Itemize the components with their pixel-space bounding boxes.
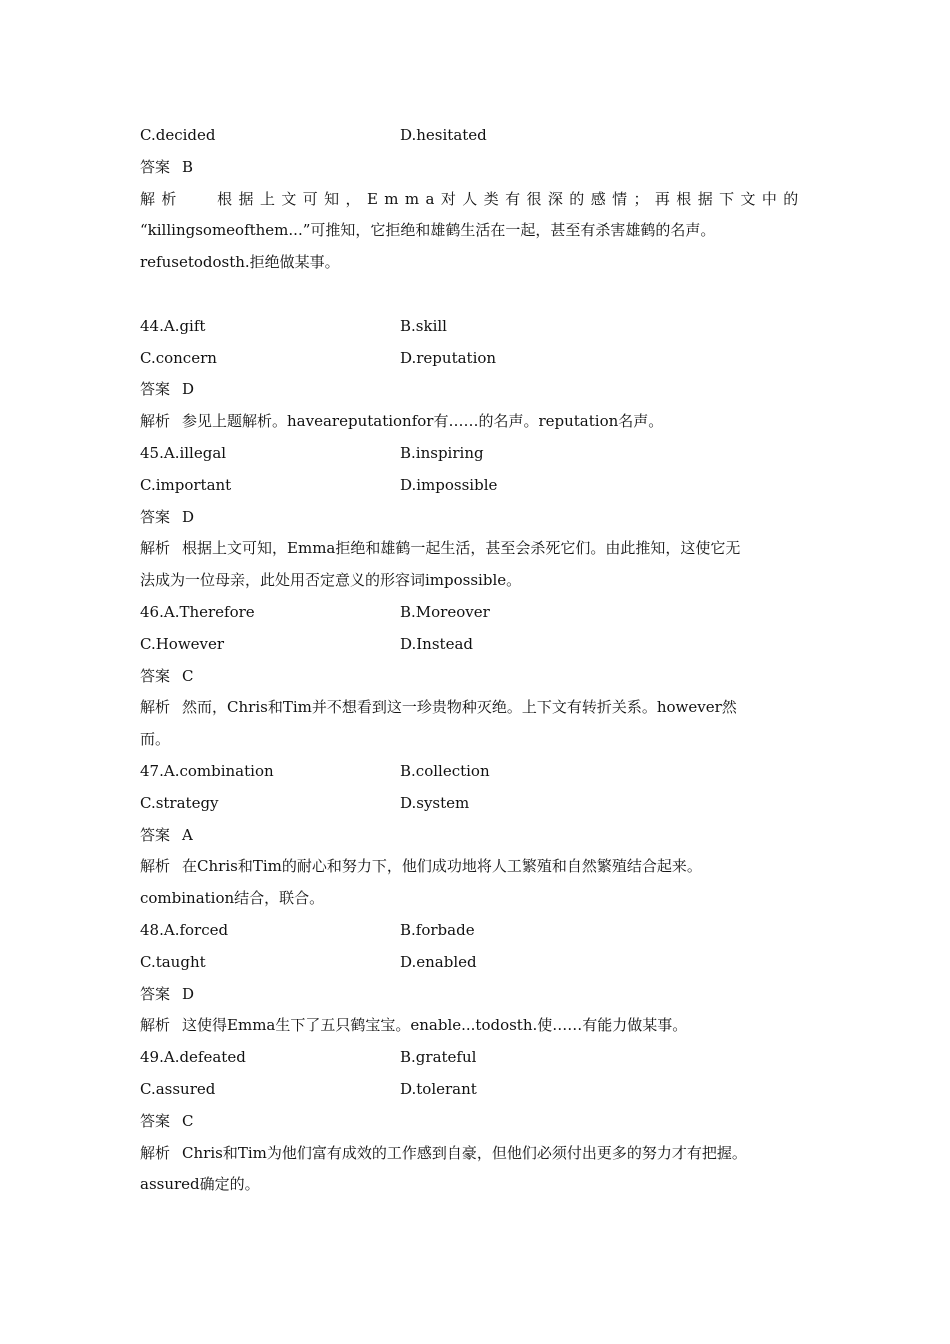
explanation-text: 这使得Emma生下了五只鹤宝宝。enable...todosth.使……有能力做某事。	[182, 1016, 688, 1035]
answer-value: C	[182, 666, 194, 685]
q45-option-b: B.inspiring	[400, 443, 484, 462]
q47-explanation-line1	[140, 851, 820, 883]
q48-answer	[140, 979, 820, 1011]
answer-value: D	[182, 984, 195, 1003]
q48-option-a: 48.A.forced	[140, 920, 229, 939]
q44-explanation-line1	[140, 406, 820, 438]
q48-option-d: D.enabled	[400, 952, 477, 971]
answer-value: A	[182, 825, 193, 844]
q49-option-d: D.tolerant	[400, 1079, 477, 1098]
q45-options-ab	[140, 438, 820, 470]
q44-option-d: D.reputation	[400, 348, 497, 367]
q46-option-b: B.Moreover	[400, 602, 490, 621]
explanation-label: 解析	[140, 1143, 171, 1162]
q47-option-b: B.collection	[400, 761, 490, 780]
q43-answer	[140, 152, 820, 184]
q49-option-a: 49.A.defeated	[140, 1048, 246, 1067]
q45-option-c: C.important	[140, 475, 232, 494]
q49-option-c: C.assured	[140, 1079, 216, 1098]
q46-option-d: D.Instead	[400, 634, 473, 653]
q48-option-b: B.forbade	[400, 920, 475, 939]
q47-options-cd	[140, 788, 820, 820]
q43-option-c: C.decided	[140, 126, 216, 144]
q47-options-ab	[140, 756, 820, 788]
document-page	[140, 120, 820, 1201]
q44-answer	[140, 374, 820, 406]
q48-explanation-line1	[140, 1010, 820, 1042]
q48-options-ab	[140, 915, 820, 947]
explanation-text: Chris和Tim为他们富有成效的工作感到自豪，但他们必须付出更多的努力才有把握。	[182, 1143, 747, 1162]
q44-option-c: C.concern	[140, 348, 217, 367]
explanation-label: 解析	[140, 539, 171, 558]
q47-option-d: D.system	[400, 793, 470, 812]
q44-option-b: B.skill	[400, 316, 447, 335]
answer-label: 答案	[140, 984, 171, 1003]
q43-explanation-line2: “killingsomeofthem...”可推知，它拒绝和雄鹤生活在一起，甚至有杀害雄鹤的名声。	[140, 221, 716, 240]
q46-option-a: 46.A.Therefore	[140, 602, 255, 621]
explanation-text: 然而，Chris和Tim并不想看到这一珍贵物种灭绝。上下文有转折关系。however然	[182, 698, 737, 717]
answer-label: 答案	[140, 825, 171, 844]
answer-value: D	[182, 507, 195, 526]
q49-option-b: B.grateful	[400, 1048, 477, 1067]
q45-option-d: D.impossible	[400, 475, 498, 494]
q48-options-cd	[140, 947, 820, 979]
q46-options-cd	[140, 629, 820, 661]
q49-explanation-line2: assured确定的。	[140, 1175, 260, 1194]
answer-label: 答案	[140, 1111, 171, 1130]
q49-explanation-line1	[140, 1138, 820, 1170]
q49-answer	[140, 1106, 820, 1138]
answer-value: C	[182, 1111, 194, 1130]
q45-explanation-line2: 法成为一位母亲，此处用否定意义的形容词impossible。	[140, 571, 522, 590]
explanation-text: 根据上文可知，Emma对人类有很深的感情；再根据下文中的	[217, 189, 805, 208]
q45-answer	[140, 502, 820, 534]
q43-options-cd	[140, 120, 820, 152]
explanation-label: 解析	[140, 412, 171, 431]
q46-explanation-line2: 而。	[140, 730, 171, 749]
answer-label: 答案	[140, 507, 171, 526]
explanation-label: 解析	[140, 189, 183, 208]
explanation-label: 解析	[140, 1016, 171, 1035]
explanation-label: 解析	[140, 698, 171, 717]
q47-answer	[140, 820, 820, 852]
explanation-text: 参见上题解析。haveareputationfor有……的名声。reputation名声。	[182, 412, 664, 431]
q45-options-cd	[140, 470, 820, 502]
q46-options-ab	[140, 597, 820, 629]
answer-label: 答案	[140, 157, 171, 176]
q47-option-c: C.strategy	[140, 793, 219, 812]
q49-options-cd	[140, 1074, 820, 1106]
q48-option-c: C.taught	[140, 952, 206, 971]
answer-label: 答案	[140, 666, 171, 685]
explanation-text: 根据上文可知，Emma拒绝和雄鹤一起生活，甚至会杀死它们。由此推知，这使它无	[182, 539, 741, 558]
q49-options-ab	[140, 1042, 820, 1074]
spacer	[140, 279, 820, 311]
q45-explanation-line1	[140, 533, 820, 565]
explanation-label: 解析	[140, 857, 171, 876]
q46-answer	[140, 661, 820, 693]
q44-option-a: 44.A.gift	[140, 316, 206, 335]
q44-options-ab	[140, 311, 820, 343]
q47-explanation-line2: combination结合，联合。	[140, 889, 325, 908]
answer-label: 答案	[140, 380, 171, 399]
q43-option-d: D.hesitated	[400, 126, 487, 144]
answer-value: B	[182, 157, 194, 176]
q43-explanation-line3: refusetodosth.拒绝做某事。	[140, 253, 340, 272]
q44-options-cd	[140, 343, 820, 375]
q43-explanation-line1	[140, 184, 820, 216]
q47-option-a: 47.A.combination	[140, 761, 274, 780]
q46-option-c: C.However	[140, 634, 225, 653]
answer-value: D	[182, 380, 195, 399]
q45-option-a: 45.A.illegal	[140, 443, 227, 462]
q46-explanation-line1	[140, 692, 820, 724]
explanation-text: 在Chris和Tim的耐心和努力下，他们成功地将人工繁殖和自然繁殖结合起来。	[182, 857, 702, 876]
